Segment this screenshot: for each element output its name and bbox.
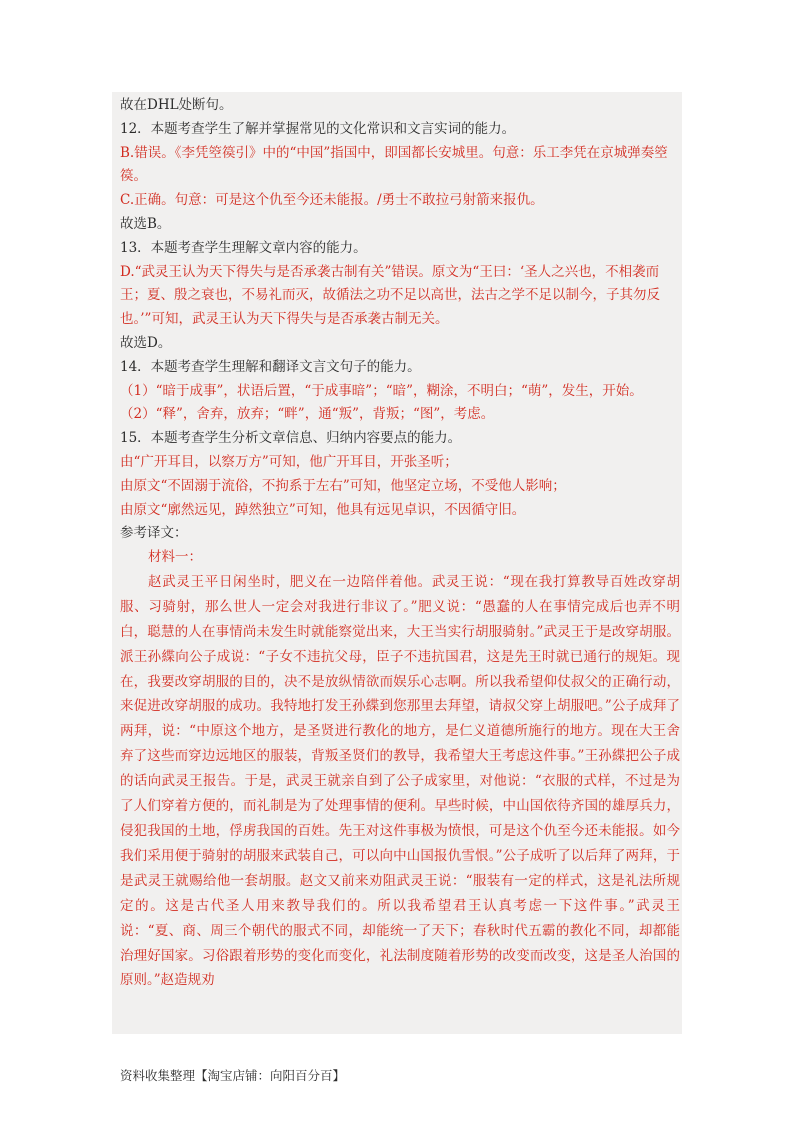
page-footer: 资料收集整理【淘宝店铺：向阳百分百】: [120, 1068, 346, 1083]
answer-line: 14．本题考查学生理解和翻译文言文句子的能力。: [120, 358, 421, 375]
answer-content: [120, 94, 680, 993]
answer-line: B.错误。《李凭箜篌引》中的“中国”指国中，即国都长安城里。句意：乐工李凭在京城弹奏箜篌。: [120, 144, 668, 185]
answer-line: 由“广开耳目，以察万方”可知，他广开耳目，开张圣听；: [120, 453, 458, 470]
answer-line: （1）“暗于成事”，状语后置，“于成事暗”；“暗”，糊涂，不明白；“萌”，发生，开始。: [120, 382, 643, 399]
answer-line: 故选D。: [120, 334, 172, 351]
answer-line: 故在DHL处断句。: [120, 97, 233, 113]
answer-line: （2）“释”，舍弃，放弃；“畔”，通“叛”，背叛；“图”，考虑。: [120, 406, 495, 423]
answer-line: 故选B。: [120, 215, 171, 232]
answer-line: 由原文“廓然远见，踔然独立”可知，他具有远见卓识，不因循守旧。: [120, 501, 526, 518]
material-heading: 材料一：: [148, 549, 202, 566]
answer-line: 13．本题考查学生理解文章内容的能力。: [120, 239, 367, 256]
answer-line: 由原文“不固溺于流俗，不拘系于左右”可知，他坚定立场，不受他人影响；: [120, 477, 566, 494]
answer-line: 12．本题考查学生了解并掌握常见的文化常识和文言实词的能力。: [120, 120, 516, 137]
translation-paragraph: 赵武灵王平日闲坐时，肥义在一边陪伴着他。武灵王说：“现在我打算教导百姓改穿胡服、习骑射，那么世人一定会对我进行非议了。”肥义说：“愚蠢的人在事情完成后也弄不明白，聪慧的人在事情尚未发生时就能察觉出来，大王当实行胡服骑射。”武灵王于是改穿胡服。派王孙緤向公子成说：“子女不违抗父母，臣子不违抗国君，这是先王时就已通行的规矩。现在，我要改穿胡服的目的，决不是放纵情欲而娱乐心志啊。所以我希望仰仗叔父的正确行动，来促进改穿胡服的成功。我特地打发王孙緤到您那里去拜望，请叔父穿上胡服吧。”公子成拜了两拜，说：“中原这个地方，是圣贤进行教化的地方，是仁义道德所施行的地方。现在大王舍弃了这些而穿边远地区的服装，背叛圣贤们的教导，我希望大王考虑这件事。”王孙緤把公子成的话向武灵王报告。于是，武灵王就亲自到了公子成家里，对他说：“衣服的式样，不过是为了人们穿着方便的，而礼制是为了处理事情的便利。早些时候，中山国依待齐国的雄厚兵力，侵犯我国的土地，俘虏我国的百姓。先王对这件事极为愤恨，可是这个仇至今还未能报。如今我们采用便于骑射的胡服来武装自己，可以向中山国报仇雪恨。”公子成听了以后拜了两拜，于是武灵王就赐给他一套胡服。赵文又前来劝阻武灵王说：“服装有一定的样式，这是礼法所规定的。这是古代圣人用来教导我们的。所以我希望君王认真考虑一下这件事。”武灵王说：“夏、商、周三个朝代的服式不同，却能统一了天下；春秋时代五霸的教化不同，却都能治理好国家。习俗跟着形势的变化而变化，礼法制度随着形势的改变而改变，这是圣人治国的原则。”赵造规劝: [120, 573, 680, 989]
answer-line: 参考译文：: [120, 525, 188, 542]
answer-line: 15．本题考查学生分析文章信息、归纳内容要点的能力。: [120, 430, 462, 447]
answer-line: D.“武灵王认为天下得失与是否承袭古制有关”错误。原文为“王曰：‘圣人之兴也，不相袭而王；夏、殷之衰也，不易礼而灭，故循法之功不足以高世，法古之学不足以制今，子其勿反也。’”可知，武灵王认为天下得失与是否承袭古制无关。: [120, 263, 660, 328]
answer-line: C.正确。句意：可是这个仇至今还未能报。/勇士不敢拉弓射箭来报仇。: [120, 192, 544, 209]
